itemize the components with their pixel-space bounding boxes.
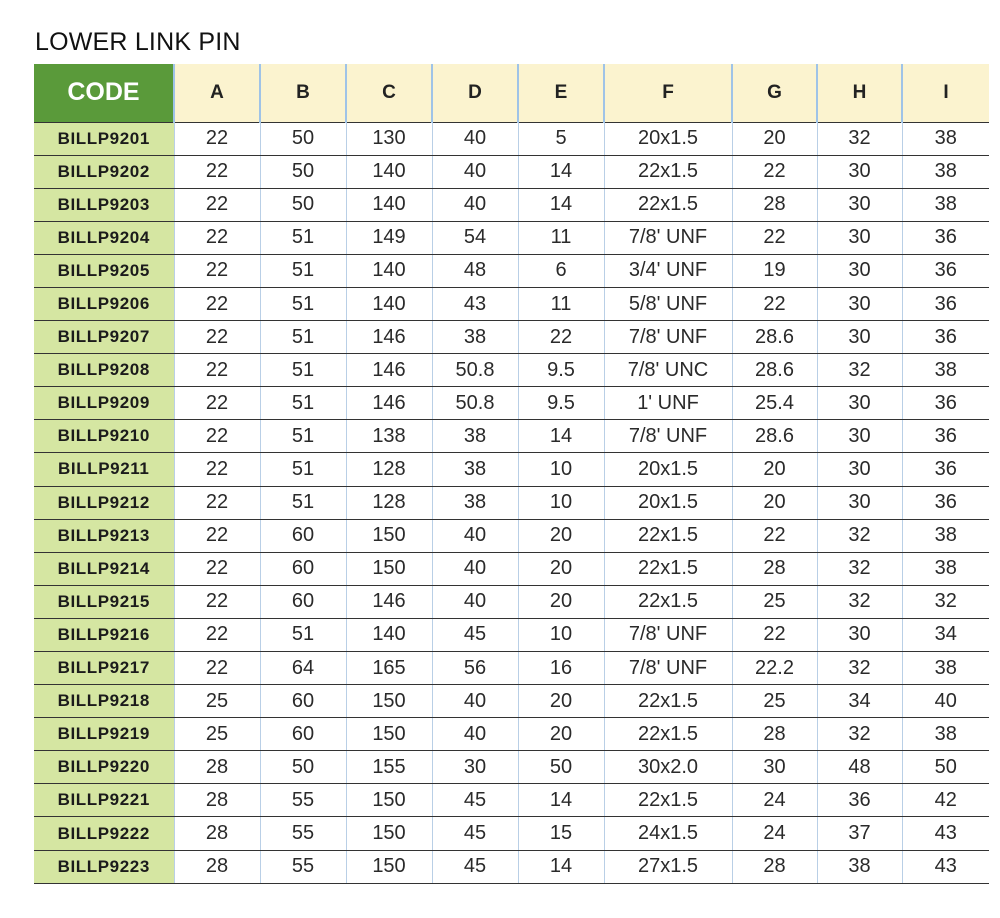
cell-code: BILLP9203	[34, 188, 174, 221]
cell-e: 20	[518, 552, 604, 585]
cell-f: 20x1.5	[604, 453, 732, 486]
cell-i: 36	[902, 287, 989, 320]
table-row	[34, 387, 989, 420]
cell-d: 30	[432, 751, 518, 784]
table-row	[34, 287, 989, 320]
cell-i: 36	[902, 321, 989, 354]
cell-d: 40	[432, 155, 518, 188]
table-row	[34, 221, 989, 254]
cell-d: 43	[432, 287, 518, 320]
cell-a: 22	[174, 652, 260, 685]
cell-e: 11	[518, 221, 604, 254]
cell-g: 22	[732, 287, 817, 320]
table-row	[34, 817, 989, 850]
cell-c: 150	[346, 685, 432, 718]
cell-d: 56	[432, 652, 518, 685]
cell-c: 150	[346, 817, 432, 850]
cell-i: 36	[902, 486, 989, 519]
cell-e: 16	[518, 652, 604, 685]
column-header-g: G	[732, 64, 817, 122]
cell-d: 54	[432, 221, 518, 254]
cell-h: 30	[817, 453, 902, 486]
cell-g: 22	[732, 618, 817, 651]
cell-e: 20	[518, 685, 604, 718]
cell-code: BILLP9209	[34, 387, 174, 420]
cell-a: 22	[174, 552, 260, 585]
cell-d: 45	[432, 817, 518, 850]
cell-f: 20x1.5	[604, 122, 732, 155]
cell-h: 32	[817, 718, 902, 751]
column-header-d: D	[432, 64, 518, 122]
cell-g: 20	[732, 486, 817, 519]
cell-a: 22	[174, 254, 260, 287]
cell-g: 22	[732, 155, 817, 188]
table-row	[34, 718, 989, 751]
cell-code: BILLP9214	[34, 552, 174, 585]
cell-d: 40	[432, 188, 518, 221]
cell-code: BILLP9211	[34, 453, 174, 486]
cell-g: 30	[732, 751, 817, 784]
cell-i: 43	[902, 850, 989, 883]
cell-code: BILLP9205	[34, 254, 174, 287]
cell-a: 28	[174, 784, 260, 817]
cell-a: 22	[174, 420, 260, 453]
cell-c: 138	[346, 420, 432, 453]
cell-i: 50	[902, 751, 989, 784]
cell-h: 48	[817, 751, 902, 784]
cell-b: 55	[260, 817, 346, 850]
cell-d: 50.8	[432, 387, 518, 420]
cell-e: 9.5	[518, 387, 604, 420]
table-row	[34, 585, 989, 618]
cell-a: 22	[174, 453, 260, 486]
cell-e: 11	[518, 287, 604, 320]
table-row	[34, 188, 989, 221]
cell-b: 51	[260, 387, 346, 420]
cell-h: 32	[817, 122, 902, 155]
cell-a: 28	[174, 850, 260, 883]
table-row	[34, 784, 989, 817]
cell-f: 20x1.5	[604, 486, 732, 519]
cell-code: BILLP9213	[34, 519, 174, 552]
cell-b: 60	[260, 585, 346, 618]
cell-c: 146	[346, 585, 432, 618]
cell-h: 30	[817, 188, 902, 221]
cell-i: 36	[902, 387, 989, 420]
cell-b: 51	[260, 354, 346, 387]
cell-code: BILLP9220	[34, 751, 174, 784]
cell-b: 51	[260, 321, 346, 354]
cell-c: 140	[346, 155, 432, 188]
cell-code: BILLP9218	[34, 685, 174, 718]
cell-a: 22	[174, 321, 260, 354]
cell-g: 25.4	[732, 387, 817, 420]
column-header-a: A	[174, 64, 260, 122]
cell-code: BILLP9210	[34, 420, 174, 453]
cell-i: 38	[902, 718, 989, 751]
cell-b: 50	[260, 188, 346, 221]
cell-c: 146	[346, 387, 432, 420]
cell-i: 34	[902, 618, 989, 651]
cell-h: 34	[817, 685, 902, 718]
cell-g: 28	[732, 552, 817, 585]
cell-b: 55	[260, 850, 346, 883]
cell-b: 51	[260, 254, 346, 287]
cell-a: 22	[174, 287, 260, 320]
cell-a: 25	[174, 685, 260, 718]
cell-d: 40	[432, 552, 518, 585]
cell-h: 30	[817, 221, 902, 254]
cell-e: 10	[518, 453, 604, 486]
cell-b: 51	[260, 420, 346, 453]
cell-g: 28.6	[732, 354, 817, 387]
cell-i: 38	[902, 552, 989, 585]
cell-b: 51	[260, 453, 346, 486]
cell-a: 28	[174, 817, 260, 850]
cell-a: 22	[174, 618, 260, 651]
spec-table	[34, 64, 989, 884]
cell-h: 38	[817, 850, 902, 883]
cell-a: 22	[174, 585, 260, 618]
cell-code: BILLP9206	[34, 287, 174, 320]
cell-f: 3/4' UNF	[604, 254, 732, 287]
cell-f: 7/8' UNF	[604, 221, 732, 254]
cell-g: 22	[732, 221, 817, 254]
cell-c: 150	[346, 718, 432, 751]
cell-b: 55	[260, 784, 346, 817]
cell-d: 45	[432, 784, 518, 817]
cell-c: 140	[346, 618, 432, 651]
cell-c: 150	[346, 784, 432, 817]
column-header-h: H	[817, 64, 902, 122]
cell-h: 30	[817, 254, 902, 287]
table-row	[34, 420, 989, 453]
cell-e: 14	[518, 850, 604, 883]
cell-h: 32	[817, 652, 902, 685]
cell-code: BILLP9208	[34, 354, 174, 387]
cell-e: 5	[518, 122, 604, 155]
cell-code: BILLP9202	[34, 155, 174, 188]
cell-g: 25	[732, 685, 817, 718]
cell-b: 60	[260, 685, 346, 718]
cell-e: 14	[518, 188, 604, 221]
cell-b: 60	[260, 519, 346, 552]
table-row	[34, 486, 989, 519]
cell-f: 7/8' UNF	[604, 420, 732, 453]
cell-c: 140	[346, 287, 432, 320]
cell-i: 38	[902, 122, 989, 155]
cell-code: BILLP9207	[34, 321, 174, 354]
cell-f: 5/8' UNF	[604, 287, 732, 320]
cell-g: 19	[732, 254, 817, 287]
table-row	[34, 519, 989, 552]
cell-d: 38	[432, 486, 518, 519]
cell-c: 128	[346, 486, 432, 519]
cell-b: 50	[260, 751, 346, 784]
cell-f: 24x1.5	[604, 817, 732, 850]
table-body	[34, 122, 989, 883]
cell-code: BILLP9217	[34, 652, 174, 685]
table-row	[34, 552, 989, 585]
cell-h: 30	[817, 618, 902, 651]
cell-b: 51	[260, 221, 346, 254]
cell-f: 22x1.5	[604, 155, 732, 188]
cell-i: 38	[902, 155, 989, 188]
cell-e: 14	[518, 420, 604, 453]
cell-g: 28.6	[732, 321, 817, 354]
cell-a: 22	[174, 486, 260, 519]
cell-code: BILLP9212	[34, 486, 174, 519]
cell-e: 15	[518, 817, 604, 850]
cell-c: 150	[346, 519, 432, 552]
cell-h: 30	[817, 387, 902, 420]
cell-c: 165	[346, 652, 432, 685]
cell-b: 50	[260, 122, 346, 155]
cell-h: 30	[817, 321, 902, 354]
cell-b: 60	[260, 552, 346, 585]
cell-i: 43	[902, 817, 989, 850]
cell-h: 32	[817, 552, 902, 585]
cell-f: 7/8' UNF	[604, 618, 732, 651]
cell-g: 28	[732, 188, 817, 221]
cell-b: 50	[260, 155, 346, 188]
cell-d: 45	[432, 850, 518, 883]
cell-b: 51	[260, 287, 346, 320]
cell-e: 6	[518, 254, 604, 287]
cell-d: 38	[432, 420, 518, 453]
cell-c: 149	[346, 221, 432, 254]
cell-a: 22	[174, 221, 260, 254]
cell-f: 27x1.5	[604, 850, 732, 883]
cell-d: 40	[432, 585, 518, 618]
cell-f: 22x1.5	[604, 784, 732, 817]
column-header-b: B	[260, 64, 346, 122]
cell-i: 36	[902, 453, 989, 486]
column-header-e: E	[518, 64, 604, 122]
cell-d: 40	[432, 718, 518, 751]
cell-a: 22	[174, 155, 260, 188]
cell-d: 40	[432, 685, 518, 718]
table-row	[34, 354, 989, 387]
column-header-c: C	[346, 64, 432, 122]
cell-e: 14	[518, 155, 604, 188]
cell-e: 9.5	[518, 354, 604, 387]
cell-f: 7/8' UNF	[604, 652, 732, 685]
cell-i: 36	[902, 221, 989, 254]
cell-i: 38	[902, 188, 989, 221]
cell-g: 22	[732, 519, 817, 552]
cell-f: 1' UNF	[604, 387, 732, 420]
cell-i: 38	[902, 354, 989, 387]
cell-d: 48	[432, 254, 518, 287]
table-row	[34, 453, 989, 486]
column-header-f: F	[604, 64, 732, 122]
table-row	[34, 850, 989, 883]
cell-code: BILLP9219	[34, 718, 174, 751]
cell-code: BILLP9215	[34, 585, 174, 618]
cell-e: 20	[518, 718, 604, 751]
cell-f: 22x1.5	[604, 552, 732, 585]
cell-b: 51	[260, 486, 346, 519]
cell-c: 150	[346, 850, 432, 883]
cell-g: 22.2	[732, 652, 817, 685]
cell-e: 50	[518, 751, 604, 784]
cell-h: 30	[817, 420, 902, 453]
cell-i: 36	[902, 254, 989, 287]
cell-g: 24	[732, 817, 817, 850]
cell-c: 146	[346, 354, 432, 387]
cell-a: 28	[174, 751, 260, 784]
cell-code: BILLP9204	[34, 221, 174, 254]
cell-c: 146	[346, 321, 432, 354]
column-header-i: I	[902, 64, 989, 122]
cell-e: 20	[518, 519, 604, 552]
cell-f: 22x1.5	[604, 519, 732, 552]
cell-h: 32	[817, 519, 902, 552]
cell-i: 38	[902, 652, 989, 685]
cell-d: 50.8	[432, 354, 518, 387]
cell-f: 22x1.5	[604, 685, 732, 718]
cell-c: 128	[346, 453, 432, 486]
cell-h: 30	[817, 486, 902, 519]
cell-c: 140	[346, 188, 432, 221]
cell-i: 32	[902, 585, 989, 618]
cell-e: 22	[518, 321, 604, 354]
cell-c: 140	[346, 254, 432, 287]
table-row	[34, 618, 989, 651]
cell-code: BILLP9223	[34, 850, 174, 883]
table-row	[34, 254, 989, 287]
cell-a: 25	[174, 718, 260, 751]
table-row	[34, 122, 989, 155]
cell-g: 28	[732, 850, 817, 883]
cell-c: 155	[346, 751, 432, 784]
cell-h: 32	[817, 585, 902, 618]
cell-e: 14	[518, 784, 604, 817]
cell-i: 40	[902, 685, 989, 718]
cell-h: 30	[817, 287, 902, 320]
cell-f: 22x1.5	[604, 585, 732, 618]
cell-i: 36	[902, 420, 989, 453]
cell-d: 40	[432, 519, 518, 552]
cell-code: BILLP9221	[34, 784, 174, 817]
cell-code: BILLP9222	[34, 817, 174, 850]
cell-d: 38	[432, 453, 518, 486]
cell-h: 37	[817, 817, 902, 850]
cell-f: 22x1.5	[604, 188, 732, 221]
cell-a: 22	[174, 122, 260, 155]
page-title: LOWER LINK PIN	[35, 28, 241, 56]
cell-h: 32	[817, 354, 902, 387]
cell-f: 30x2.0	[604, 751, 732, 784]
cell-g: 28.6	[732, 420, 817, 453]
table-row	[34, 321, 989, 354]
cell-a: 22	[174, 519, 260, 552]
cell-code: BILLP9201	[34, 122, 174, 155]
cell-code: BILLP9216	[34, 618, 174, 651]
cell-i: 38	[902, 519, 989, 552]
header-row	[34, 64, 989, 122]
cell-f: 22x1.5	[604, 718, 732, 751]
cell-d: 38	[432, 321, 518, 354]
cell-b: 60	[260, 718, 346, 751]
cell-f: 7/8' UNC	[604, 354, 732, 387]
cell-d: 45	[432, 618, 518, 651]
cell-a: 22	[174, 387, 260, 420]
cell-g: 28	[732, 718, 817, 751]
table-row	[34, 751, 989, 784]
cell-i: 42	[902, 784, 989, 817]
table-row	[34, 652, 989, 685]
table-row	[34, 155, 989, 188]
cell-g: 20	[732, 453, 817, 486]
cell-c: 130	[346, 122, 432, 155]
cell-e: 10	[518, 486, 604, 519]
cell-e: 20	[518, 585, 604, 618]
cell-g: 24	[732, 784, 817, 817]
cell-h: 36	[817, 784, 902, 817]
cell-c: 150	[346, 552, 432, 585]
cell-a: 22	[174, 354, 260, 387]
table-row	[34, 685, 989, 718]
cell-e: 10	[518, 618, 604, 651]
column-header-code: CODE	[34, 64, 174, 122]
cell-d: 40	[432, 122, 518, 155]
cell-f: 7/8' UNF	[604, 321, 732, 354]
cell-g: 25	[732, 585, 817, 618]
cell-h: 30	[817, 155, 902, 188]
cell-a: 22	[174, 188, 260, 221]
cell-g: 20	[732, 122, 817, 155]
cell-b: 51	[260, 618, 346, 651]
cell-b: 64	[260, 652, 346, 685]
